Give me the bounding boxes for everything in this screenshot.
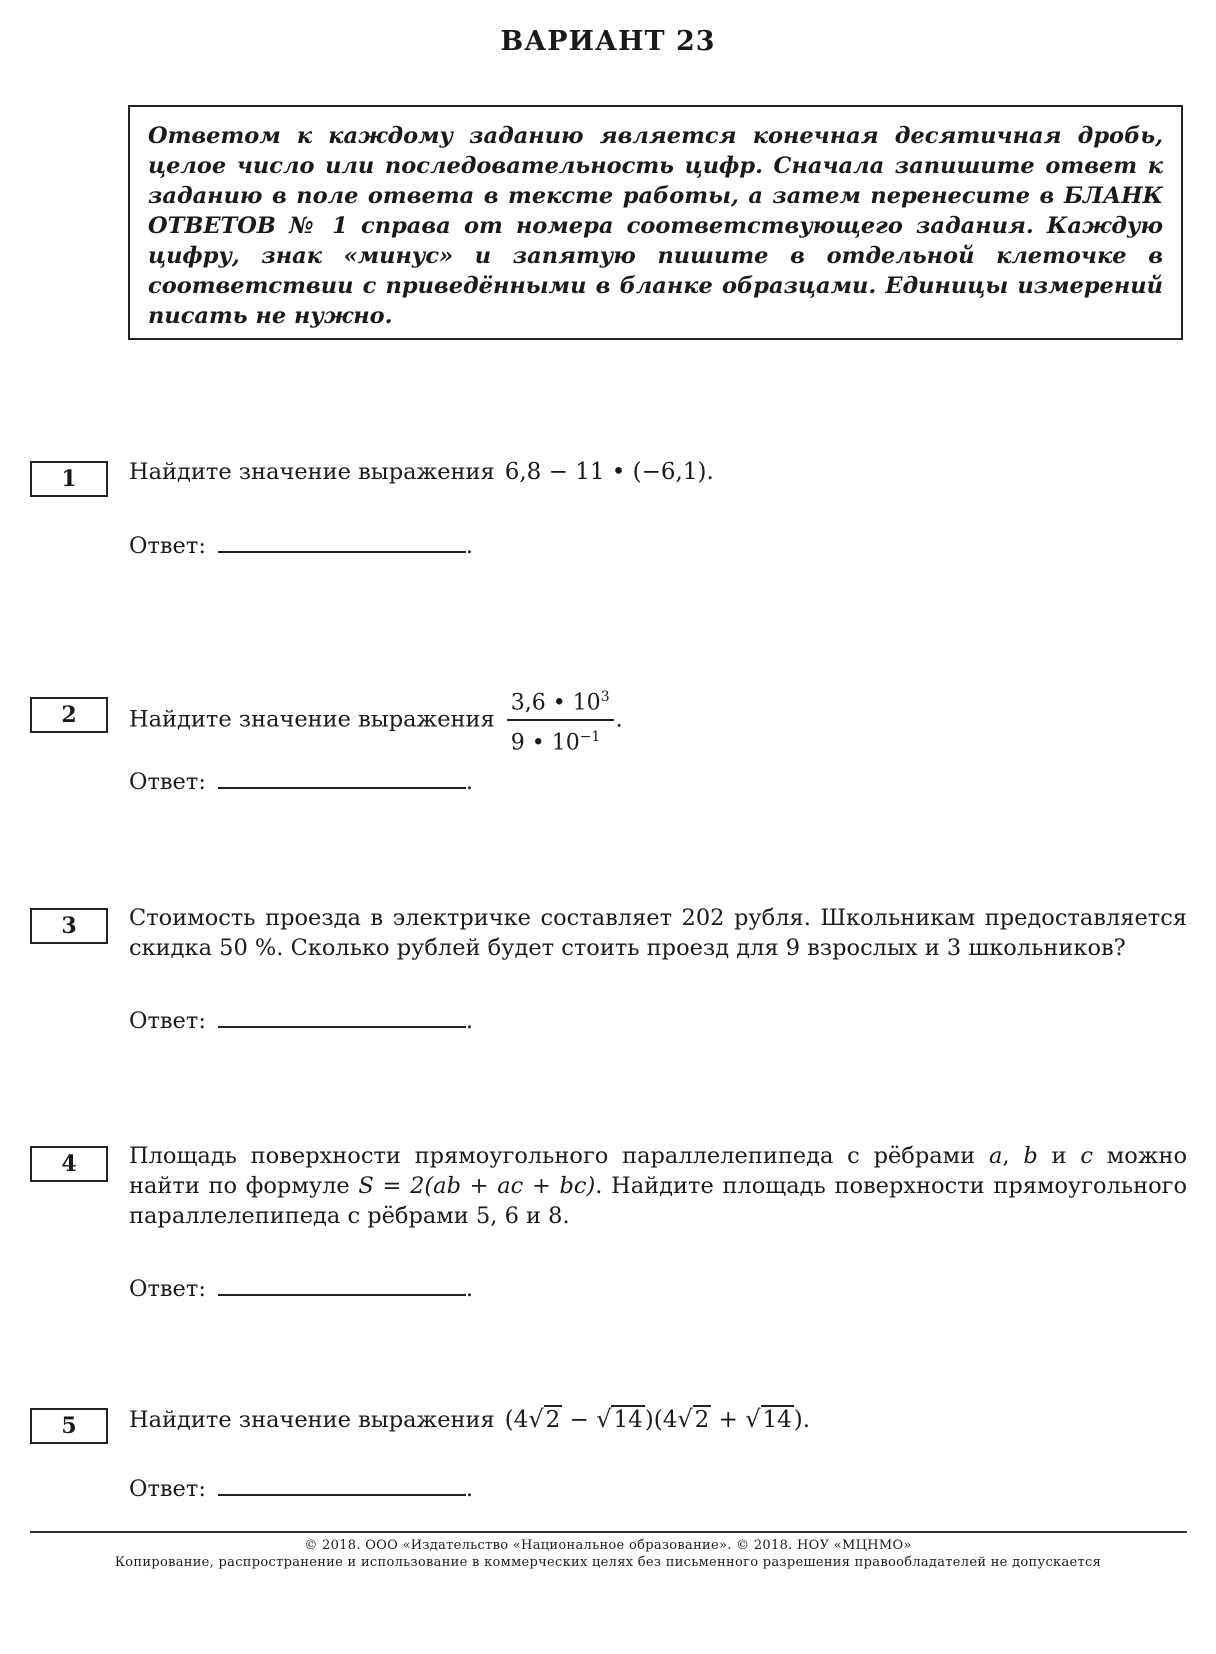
task-4-answer <box>129 1272 473 1304</box>
task-1-expression: 6,8 − 11 • (−6,1). <box>504 459 714 485</box>
task-3-answer <box>129 1004 473 1036</box>
task-1-text <box>129 457 1187 487</box>
task-2-end: . <box>615 706 623 733</box>
answer-field[interactable] <box>218 1272 466 1296</box>
task-1-answer <box>129 529 473 561</box>
page-title: ВАРИАНТ 23 <box>500 26 716 57</box>
footer-copyright: © 2018. ООО «Издательство «Национальное образование». © 2018. НОУ «МЦНМО» <box>304 1538 912 1553</box>
answer-end: . <box>465 533 474 559</box>
answer-field[interactable] <box>218 765 466 789</box>
answer-label: Ответ: <box>129 1008 206 1034</box>
task-number-2: 2 <box>30 697 108 733</box>
answer-field[interactable] <box>218 1472 466 1496</box>
answer-field[interactable] <box>218 529 466 553</box>
task-4-text: Площадь поверхности прямоугольного параллелепипеда с рёбрами a, b и c можно найти по формуле S = 2(ab + ac + bc). Найдите площадь поверхности прямоугольного параллелепипеда с рёбрами 5, 6 и 8. <box>129 1143 1188 1229</box>
task-5-expression: (4√2 − √14)(4√2 + √14). <box>504 1405 811 1433</box>
instructions-box: Ответом к каждому заданию является конечная десятичная дробь, целое число или последовательность цифр. Сначала запишите ответ к заданию в поле ответа в тексте работы, а затем перенесите в БЛАНК ОТВЕТОВ № 1 справа от номера соответствующего задания. Каждую цифру, знак «минус» и запятую пишите в отдельной клеточке в соответствии с приведёнными в бланке образцами. Единицы измерений писать не нужно. <box>128 105 1183 340</box>
answer-label: Ответ: <box>129 1476 206 1502</box>
task-1-prompt: Найдите значение выражения <box>129 459 495 485</box>
fraction-numerator: 3,6 • $10^3$ <box>507 683 614 721</box>
answer-end: . <box>465 1008 474 1034</box>
task-4-formula: S = 2(ab + ac + bc) <box>358 1173 596 1199</box>
fraction-denominator: 9 • $10^{-1}$ <box>510 729 601 756</box>
task-5-prompt: Найдите значение выражения <box>129 1407 495 1433</box>
answer-label: Ответ: <box>129 769 206 795</box>
task-number-3: 3 <box>30 908 108 944</box>
task-2-text <box>129 683 1187 758</box>
answer-label: Ответ: <box>129 1276 206 1302</box>
footer-notice: Копирование, распространение и использование в коммерческих целях без письменного разрешения правообладателей не допускается <box>114 1555 1102 1570</box>
task-3-text: Стоимость проезда в электричке составляет 202 рубля. Школьникам предоставляется скидка 50 %. Сколько рублей будет стоить проезд для 9 взрослых и 3 школьников? <box>129 905 1187 961</box>
answer-end: . <box>465 1276 474 1302</box>
answer-end: . <box>465 1476 474 1502</box>
footer-divider <box>30 1531 1187 1533</box>
task-2-answer <box>129 765 473 797</box>
answer-label: Ответ: <box>129 533 206 559</box>
task-5-text <box>129 1404 1187 1435</box>
task-2-fraction <box>507 683 614 758</box>
task-5-answer <box>129 1472 473 1504</box>
task-number-4: 4 <box>30 1146 108 1182</box>
answer-field[interactable] <box>218 1004 466 1028</box>
task-2-prompt: Найдите значение выражения <box>129 706 495 733</box>
task-number-1: 1 <box>30 461 108 497</box>
task-number-5: 5 <box>30 1408 108 1444</box>
answer-end: . <box>465 769 474 795</box>
